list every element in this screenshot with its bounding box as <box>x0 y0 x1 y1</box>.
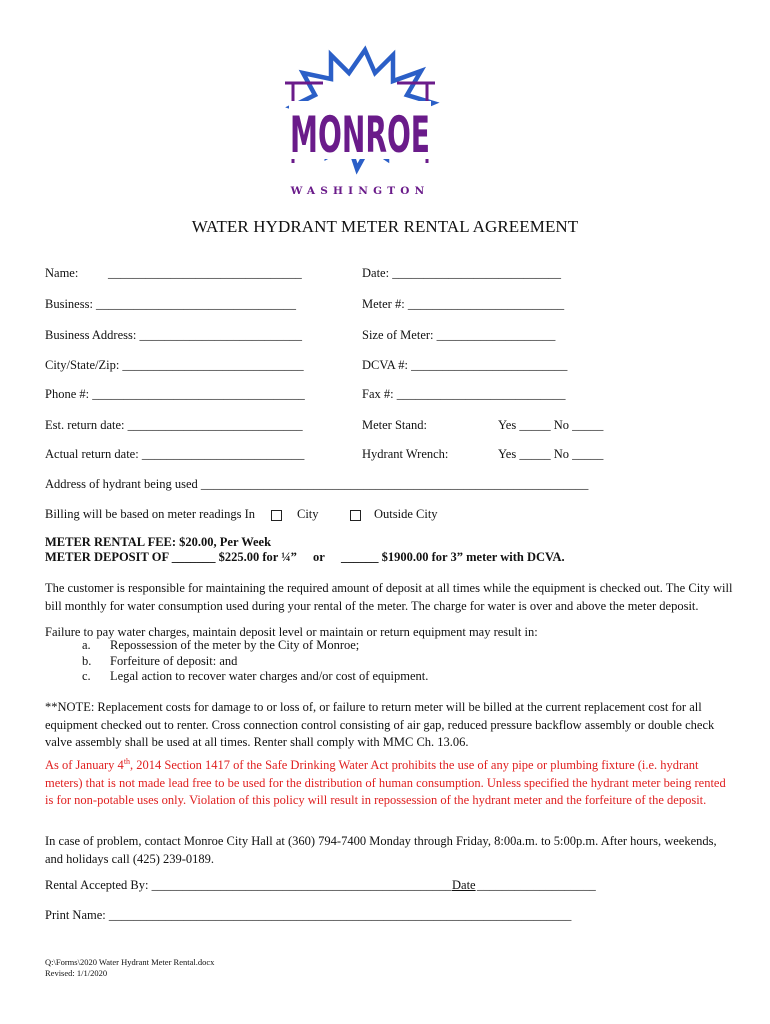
list-marker: a. <box>82 638 91 652</box>
list-item <box>82 669 428 685</box>
monroe-logo-graphic <box>275 45 445 200</box>
dcva-field[interactable]: DCVA #: _________________________ <box>362 358 568 372</box>
name-field[interactable]: _______________________________ <box>108 266 302 280</box>
print-name-field[interactable]: Print Name: __________________________________________________________________________ <box>45 908 572 922</box>
list-text: Forfeiture of deposit: and <box>110 653 238 668</box>
consequence-list <box>82 638 428 685</box>
lead-free-notice-b: , 2014 Section 1417 of the Safe Drinking Water Act prohibits the use of any pipe or plumbing fixture (i.e. hydrant meters) that is not made lead free to be used for the distribution of human consumption. Unless specified the hydrant meter being rented is for non-potable uses only. Violation of this policy will result in repossession of the hydrant meter and the forfeiture of the deposit. <box>45 758 726 807</box>
outside-city-checkbox[interactable] <box>350 510 361 521</box>
contact-paragraph: In case of problem, contact Monroe City Hall at (360) 794-7400 Monday through Friday, 8:00a.m. to 5:00p.m. After hours, weekends, and holidays call (425) 239-0189. <box>45 834 717 866</box>
footer-revised: Revised: 1/1/2020 <box>45 968 108 978</box>
city-option-label: City <box>297 507 319 521</box>
list-marker: c. <box>82 669 91 683</box>
failure-paragraph: Failure to pay water charges, maintain deposit level or maintain or return equipment may result in: <box>45 625 538 639</box>
est-return-date-field[interactable]: Est. return date: ____________________________ <box>45 418 303 432</box>
monroe-logo <box>275 45 445 200</box>
hydrant-wrench-label: Hydrant Wrench: <box>362 447 449 461</box>
lead-free-notice-sup: th <box>123 756 131 766</box>
list-item <box>82 638 428 654</box>
date-field[interactable]: Date: ___________________________ <box>362 266 561 280</box>
logo-state: WASHINGTON <box>290 185 430 197</box>
deposit-three-inch[interactable]: ______ $1900.00 for 3” meter with DCVA. <box>341 550 565 564</box>
deposit-or: or <box>313 550 325 564</box>
meter-stand-yes-no[interactable]: Yes _____ No _____ <box>498 418 604 432</box>
lead-free-notice <box>45 757 735 810</box>
list-item <box>82 654 428 670</box>
accepted-date-field[interactable]: ___________________ <box>477 878 596 892</box>
meter-size-field[interactable]: Size of Meter: ___________________ <box>362 328 556 342</box>
meter-stand-label: Meter Stand: <box>362 418 427 432</box>
logo-city: MONROE <box>290 106 430 164</box>
hydrant-address-field[interactable]: Address of hydrant being used ______________________________________________________________ <box>45 477 589 491</box>
list-marker: b. <box>82 653 92 668</box>
city-state-zip-field[interactable]: City/State/Zip: _____________________________ <box>45 358 304 372</box>
list-text: Repossession of the meter by the City of Monroe; <box>110 638 360 652</box>
actual-return-date-field[interactable]: Actual return date: __________________________ <box>45 447 305 461</box>
accepted-date-label: Date <box>452 878 476 892</box>
replacement-note: **NOTE: Replacement costs for damage to or loss of, or failure to return meter will be billed at the current replacement cost for all equipment checked out to renter. Cross connection control consisting of air gap, reduced pressure backflow assembly or double check valve assembly shall be used at all times. Renter shall comply with MMC Ch. 13.06. <box>45 700 715 749</box>
hydrant-wrench-yes-no[interactable]: Yes _____ No _____ <box>498 447 604 461</box>
page-title: WATER HYDRANT METER RENTAL AGREEMENT <box>191 217 579 236</box>
meter-number-field[interactable]: Meter #: _________________________ <box>362 297 565 311</box>
rental-fee: METER RENTAL FEE: $20.00, Per Week <box>45 535 272 549</box>
business-field[interactable]: Business: ________________________________ <box>45 297 297 311</box>
phone-field[interactable]: Phone #: __________________________________ <box>45 387 305 401</box>
name-label: Name: <box>45 266 79 280</box>
rental-accepted-field[interactable]: Rental Accepted By: ________________________________________________ <box>45 878 452 892</box>
footer-file-path: Q:\Forms\2020 Water Hydrant Meter Rental.docx <box>45 957 215 967</box>
list-text: Legal action to recover water charges and/or cost of equipment. <box>110 669 429 683</box>
billing-label: Billing will be based on meter readings In <box>45 507 256 521</box>
lead-free-notice-a: As of January 4 <box>45 758 124 772</box>
deposit-quarter-inch[interactable]: METER DEPOSIT OF _______ $225.00 for ¼” <box>45 550 297 564</box>
deposit-paragraph: The customer is responsible for maintaining the required amount of deposit at all times while the equipment is checked out. The City will bill monthly for water consumption used during your rental of the meter. The charge for water is over and above the meter deposit. <box>45 581 733 613</box>
city-checkbox[interactable] <box>271 510 282 521</box>
outside-city-option-label: Outside City <box>374 507 438 521</box>
fax-field[interactable]: Fax #: ___________________________ <box>362 387 566 401</box>
business-address-field[interactable]: Business Address: __________________________ <box>45 328 302 342</box>
